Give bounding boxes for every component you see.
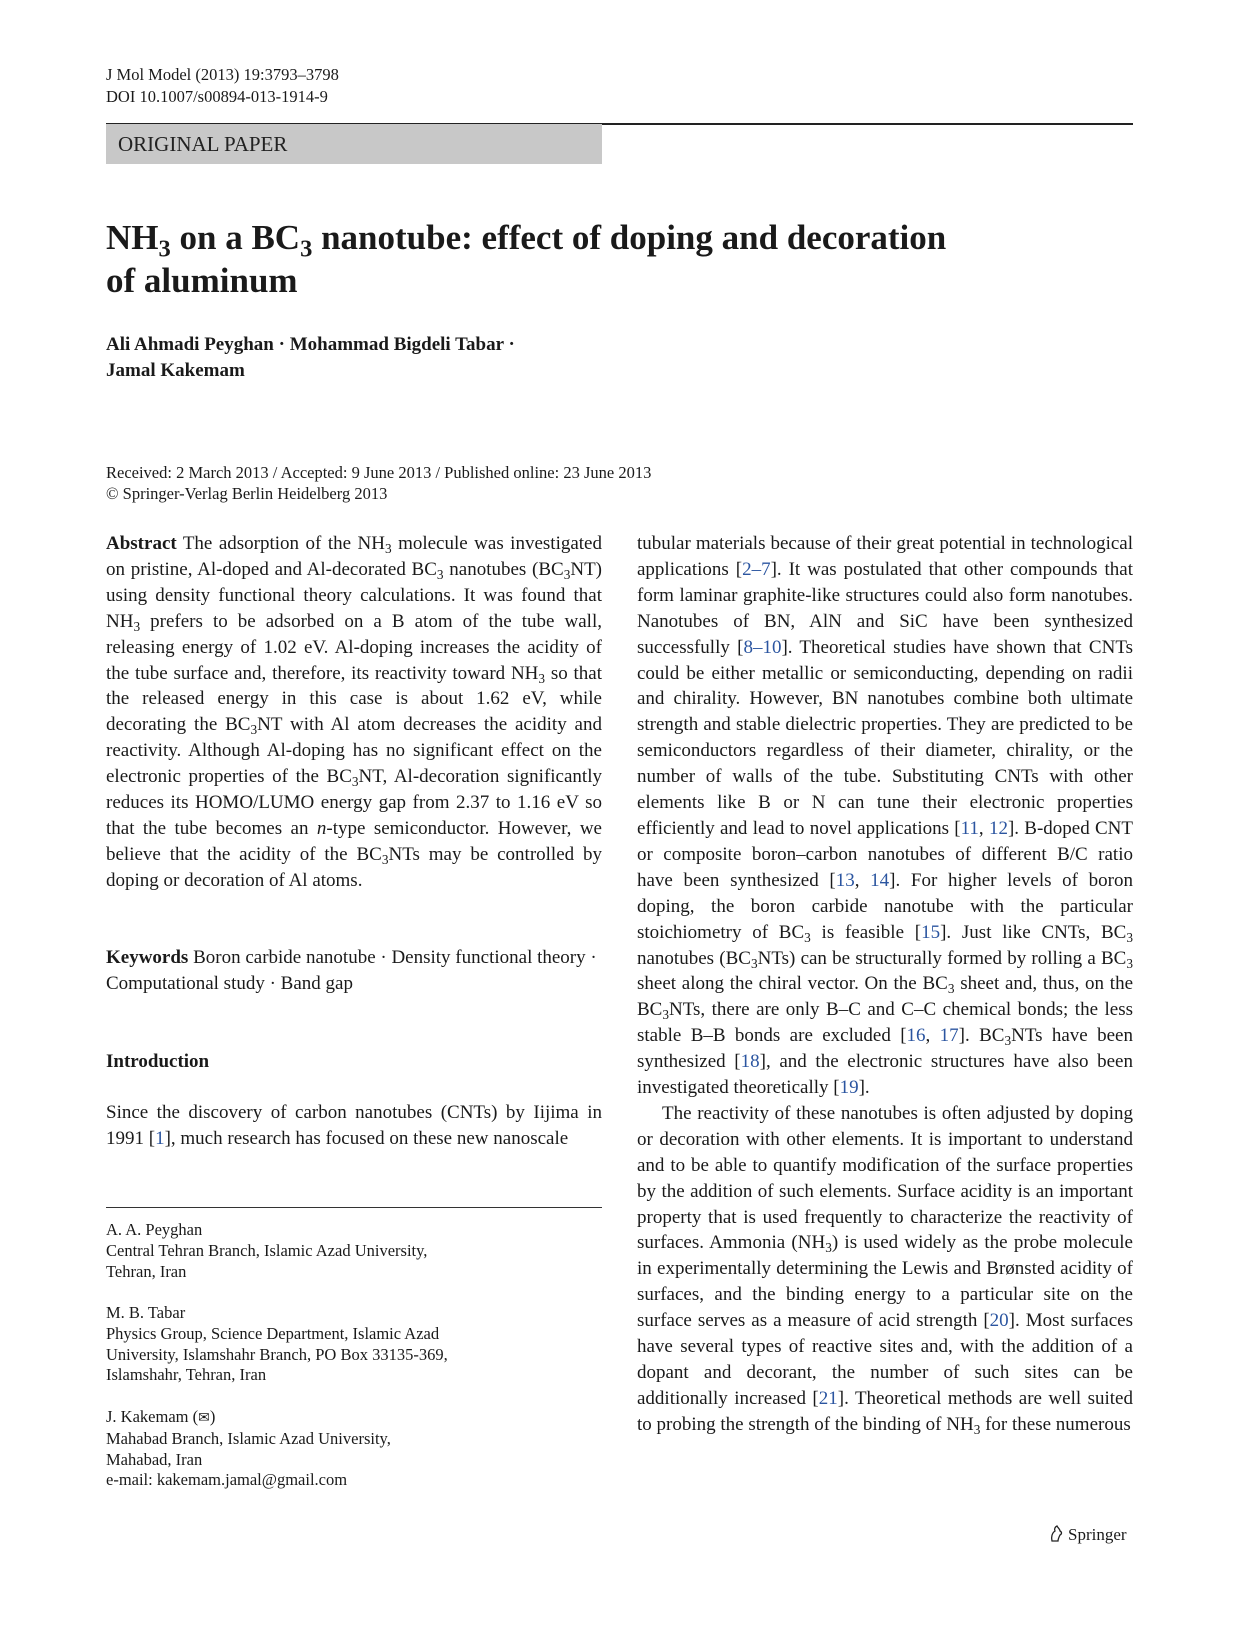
body-text: is feasible [: [810, 921, 922, 943]
section-label: ORIGINAL PAPER: [106, 124, 602, 164]
body-text: nanotubes (BC: [637, 947, 751, 969]
springer-logo: [1048, 1524, 1127, 1546]
title-line-2: of aluminum: [106, 261, 298, 300]
body-text: NTs have been synthesized [: [637, 1025, 1133, 1073]
affiliation-line: Islamshahr, Tehran, Iran: [106, 1365, 267, 1385]
paper-title: [106, 216, 1006, 302]
author-separator: ·: [273, 334, 290, 355]
journal-citation: [106, 64, 339, 108]
body-text: sheet and, thus, on the BC: [637, 973, 1133, 1021]
springer-wordmark: Springer: [1068, 1525, 1127, 1544]
body-text: NTs, there are only B–C and C–C chemical bonds; the less stable B–B bonds are excluded [: [637, 999, 1133, 1047]
affiliation-name: [106, 1407, 391, 1429]
abstract-text: The adsorption of the NH: [176, 533, 385, 554]
copyright-line: © Springer-Verlag Berlin Heidelberg 2013: [106, 484, 388, 503]
right-column: [637, 531, 1133, 1438]
springer-horse-icon: [1048, 1525, 1064, 1543]
subscript: 3: [662, 1007, 670, 1023]
title-text: NH: [106, 218, 159, 257]
subscript: 3: [1004, 1033, 1012, 1049]
abstract-text: molecule was investigated on pristine, Al-doped and Al-decorated BC: [106, 533, 602, 580]
paren: ): [209, 1407, 216, 1426]
body-text: ) is used widely as the probe molecule in experimentally determining the Lewis and Brønsted acidity of surfaces, and the binding energy to a particular site on the surface serves as a measure of acid strength [: [637, 1232, 1133, 1332]
abstract-italic: n: [316, 817, 327, 839]
abstract-text: NT with Al atom decreases the acidity and reactivity. Although Al-doping has no significant effect on the electronic properties of the BC: [106, 714, 602, 788]
affiliation-tabar: [106, 1303, 448, 1386]
body-text: ]. BC: [958, 1025, 1005, 1047]
subscript: 3: [750, 955, 758, 971]
affiliation-line: Central Tehran Branch, Islamic Azad University,: [106, 1240, 428, 1260]
abstract-text: NT) using density functional theory calculations. It was found that NH: [106, 558, 602, 632]
reference-link[interactable]: 21: [818, 1387, 838, 1409]
reference-link[interactable]: 18: [740, 1051, 760, 1073]
affiliation-name-text: J. Kakemam (: [106, 1407, 199, 1426]
body-text: Since the discovery of carbon nanotubes (CNTs) by Iijima in 1991 [: [106, 1102, 602, 1149]
doi-line: DOI 10.1007/s00894-013-1914-9: [106, 87, 328, 106]
reference-link[interactable]: 19: [839, 1077, 859, 1099]
affiliation-name: M. B. Tabar: [106, 1303, 186, 1322]
abstract-text: prefers to be adsorbed on a B atom of the tube wall, releasing energy of 1.02 eV. Al-doping increases the acidity of the tube surface and, therefore, its reactivity toward NH: [106, 610, 602, 684]
affiliation-line: University, Islamshahr Branch, PO Box 33135-369,: [106, 1344, 448, 1364]
abstract-text: NT, Al-decoration significantly reduces its HOMO/LUMO energy gap from 2.37 to 1.16 eV so that the tube becomes an: [106, 766, 602, 839]
subscript: 3: [947, 981, 955, 997]
subscript: 3: [381, 851, 389, 867]
subscript: 3: [250, 722, 258, 738]
affiliation-email[interactable]: e-mail: kakemam.jamal@gmail.com: [106, 1470, 348, 1490]
body-text: ]. B-doped CNT or composite boron–carbon nanotubes of different B/C ratio have been synthesized [: [637, 817, 1134, 891]
envelope-icon: ✉: [198, 1410, 210, 1426]
reference-link[interactable]: 14: [870, 869, 890, 891]
subscript: 3: [804, 929, 811, 945]
author-1: Ali Ahmadi Peyghan: [106, 334, 274, 355]
keywords: [106, 945, 602, 997]
body-text: ]. Theoretical methods are well suited to probing the strength of the binding of NH: [637, 1387, 1133, 1435]
subscript: 3: [538, 670, 546, 686]
abstract-text: so that the released energy in this case is about 1.62 eV, while decorating the BC: [106, 662, 602, 736]
body-text: The reactivity of these nanotubes is often adjusted by doping or decoration with other elements. It is important to understand and to be able to quantify modification of the surface properties by the addition of such elements. Surface acidity is an important property that is used frequently to characterize the reactivity of surfaces. Ammonia (NH: [637, 1102, 1133, 1254]
body-text: ]. It was postulated that other compounds that form laminar graphite-like structures could also form nanotubes. Nanotubes of BN, AlN and SiC have been synthesized successfully [: [637, 558, 1133, 658]
introduction-paragraph: [106, 1100, 602, 1152]
author-2: Mohammad Bigdeli Tabar: [289, 334, 504, 355]
reference-link[interactable]: 11: [960, 817, 979, 839]
reference-link[interactable]: 12: [988, 817, 1008, 839]
title-subscript: 3: [300, 235, 313, 263]
body-text: sheet along the chiral vector. On the BC: [637, 973, 948, 995]
subscript: 3: [1126, 955, 1133, 971]
abstract: [106, 531, 602, 894]
reference-link[interactable]: 20: [989, 1310, 1009, 1332]
subscript: 3: [436, 566, 444, 582]
reference-link[interactable]: 8–10: [743, 636, 782, 658]
abstract-text: nanotubes (BC: [443, 558, 564, 580]
abstract-label: Abstract: [106, 533, 177, 554]
footnote-rule: [106, 1207, 602, 1208]
subscript: 3: [1126, 929, 1133, 945]
comma: ,: [925, 1025, 940, 1047]
body-text: NTs) can be structurally formed by rolling a BC: [757, 947, 1127, 969]
body-text: ]. For higher levels of boron doping, the boron carbide nanotube with the particular stoichiometry of BC: [637, 869, 1133, 943]
keywords-label: Keywords: [106, 947, 189, 968]
subscript: 3: [973, 1421, 981, 1437]
reference-link[interactable]: 17: [939, 1025, 959, 1047]
subscript: 3: [351, 774, 359, 790]
subscript: 3: [133, 618, 141, 634]
subscript: 3: [563, 566, 571, 582]
body-text: ].: [858, 1077, 870, 1099]
body-text: ]. Theoretical studies have shown that CNTs could be either metallic or semiconducting, depending on radii and chirality. However, BN nanotubes combine both ultimate strength and stable dielectric properties. They are predicted to be semiconductors regardless of their diameter, chirality, or the number of walls of the tube. Substituting CNTs with other elements like B or N can tune their electronic properties efficiently and lead to novel applications [: [637, 636, 1133, 839]
affiliation-line: Tehran, Iran: [106, 1261, 187, 1281]
body-text: ]. Just like CNTs, BC: [940, 921, 1127, 943]
author-3: Jamal Kakemam: [106, 360, 245, 381]
body-text: ], much research has focused on these new nanoscale: [164, 1127, 569, 1149]
author-list: [106, 332, 515, 384]
right-paragraph-1: [637, 531, 1133, 1101]
body-text: for these numerous: [980, 1413, 1131, 1435]
journal-line: J Mol Model (2013) 19:3793–3798: [106, 65, 339, 84]
subscript: 3: [825, 1240, 832, 1256]
keywords-text: Boron carbide nanotube · Density functional theory · Computational study · Band gap: [106, 947, 597, 994]
body-text: tubular materials because of their great potential in technological applications [: [637, 533, 1133, 580]
abstract-text: -type semiconductor. However, we believe that the acidity of the BC: [106, 817, 602, 865]
affiliation-line: Mahabad, Iran: [106, 1449, 203, 1469]
author-separator: ·: [503, 334, 515, 355]
introduction-heading: Introduction: [106, 1051, 210, 1072]
abstract-text: NTs may be controlled by doping or decoration of Al atoms.: [106, 843, 602, 891]
title-subscript: 3: [158, 235, 171, 263]
right-paragraph-2: [637, 1101, 1133, 1438]
affiliation-line: Physics Group, Science Department, Islamic Azad: [106, 1323, 440, 1343]
body-text: ]. Most surfaces have several types of reactive sites and, with the addition of a dopant and decorant, the number of such sites can be additionally increased [: [637, 1310, 1133, 1409]
reference-link[interactable]: 13: [835, 869, 855, 891]
reference-link[interactable]: 2–7: [742, 558, 771, 580]
affiliation-line: Mahabad Branch, Islamic Azad University,: [106, 1428, 391, 1448]
reference-link[interactable]: 15: [921, 921, 941, 943]
dates-line: Received: 2 March 2013 / Accepted: 9 June 2013 / Published online: 23 June 2013: [106, 463, 652, 482]
affiliation-peyghan: [106, 1220, 427, 1282]
reference-link[interactable]: 16: [906, 1025, 926, 1047]
comma: ,: [978, 817, 989, 839]
affiliation-kakemam: [106, 1407, 391, 1491]
reference-link[interactable]: 1: [155, 1127, 165, 1149]
comma: ,: [854, 869, 871, 891]
subscript: 3: [384, 540, 392, 556]
body-text: ], and the electronic structures have also been investigated theoretically [: [637, 1051, 1133, 1099]
affiliation-name: A. A. Peyghan: [106, 1220, 203, 1239]
title-text: nanotube: effect of doping and decoration: [312, 218, 947, 257]
publication-dates: [106, 462, 651, 504]
title-text: on a BC: [170, 218, 301, 257]
